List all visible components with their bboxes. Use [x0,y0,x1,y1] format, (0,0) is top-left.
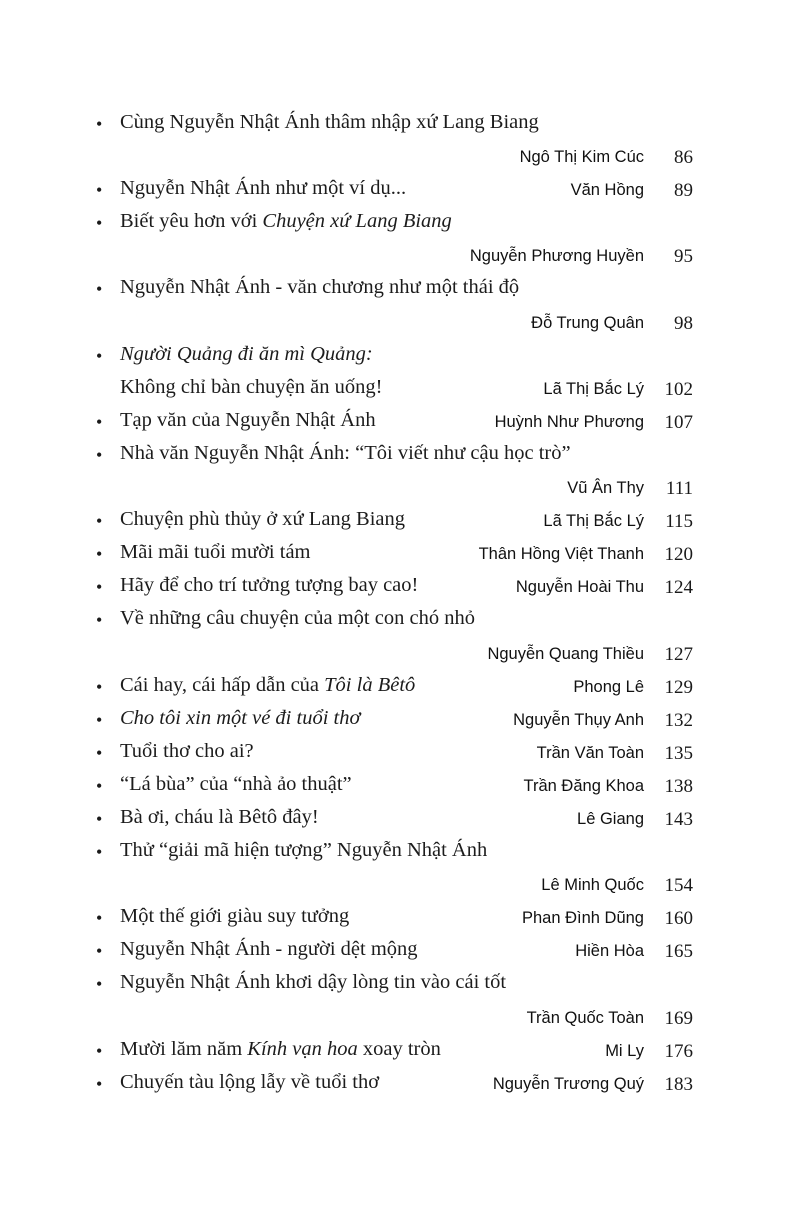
entry-page-number: 102 [664,378,693,400]
table-of-contents [0,108,800,1101]
toc-entry [0,207,800,273]
toc-entry-line [0,803,800,836]
entry-author: Vũ Ân Thy [567,479,644,498]
entry-title [120,271,519,304]
toc-entry-line [0,373,800,406]
toc-entry [0,174,800,207]
title-segment: xoay tròn [357,1037,441,1060]
toc-entry [0,770,800,803]
bullet-icon: • [96,610,103,631]
entry-page-number: 165 [664,941,693,963]
toc-entry-line [0,604,800,637]
entry-author: Lê Minh Quốc [541,876,644,895]
toc-entry-line [0,571,800,604]
toc-entry-line [0,968,800,1001]
toc-entry-line [0,935,800,968]
toc-entry-line [0,902,800,935]
bullet-icon: • [96,775,103,796]
toc-entry-line [0,207,800,240]
toc-entry [0,968,800,1034]
bullet-icon: • [96,908,103,929]
toc-entry-author-line [0,240,800,273]
entry-author: Phan Đình Dũng [521,909,644,928]
entry-author: Đỗ Trung Quân [531,313,644,332]
title-segment: Cái hay, cái hấp dẫn của [120,673,325,696]
title-segment: Nguyễn Nhật Ánh - người dệt mộng [120,938,418,961]
title-segment: Nguyễn Nhật Ánh khơi dậy lòng tin vào cái tốt [120,971,507,994]
bullet-icon: • [96,114,103,134]
title-segment: Nguyễn Nhật Ánh như một ví dụ... [120,177,407,200]
title-italic-segment: Cho tôi xin một vé đi tuổi thơ [120,706,361,729]
entry-title [120,338,373,371]
entry-author: Nguyễn Hoài Thu [515,578,644,597]
entry-author: Lê Giang [577,809,644,828]
entry-page-number: 111 [665,478,693,500]
entry-page-number: 115 [665,511,693,533]
entry-title [120,834,487,867]
toc-entry-line [0,340,800,373]
toc-entry-line [0,406,800,439]
entry-title [120,172,406,205]
entry-page-number: 107 [664,411,693,433]
title-segment: Hãy để cho trí tưởng tượng bay cao! [120,574,419,597]
toc-entry-line [0,439,800,472]
entry-page-number: 183 [664,1073,693,1095]
bullet-icon: • [96,808,103,829]
toc-entry-author-line [0,141,800,174]
entry-author: Hiền Hòa [575,942,644,961]
toc-entry [0,836,800,902]
toc-entry-line [0,836,800,869]
entry-page-number: 169 [664,1007,693,1029]
toc-entry-author-line [0,869,800,902]
toc-entry [0,671,800,704]
toc-entry-author-line [0,1002,800,1035]
entry-page-number: 127 [664,643,693,665]
title-segment: Một thế giới giàu suy tưởng [120,905,350,928]
bullet-icon: • [96,941,103,962]
bullet-icon: • [96,511,103,532]
title-segment: Tạp văn của Nguyễn Nhật Ánh [120,408,376,431]
toc-entry [0,737,800,770]
entry-author: Mi Ly [605,1041,644,1060]
entry-page-number: 95 [674,246,693,268]
title-italic-segment: Chuyện xứ Lang Biang [262,210,452,233]
title-segment: Nhà văn Nguyễn Nhật Ánh: “Tôi viết như cậu học trò” [120,441,571,464]
toc-entry [0,571,800,604]
entry-title [120,669,415,702]
entry-title [120,536,311,569]
toc-entry [0,108,800,174]
entry-title [120,768,352,801]
bullet-icon: • [96,180,103,201]
entry-title [120,702,360,735]
entry-author: Trần Văn Toàn [536,743,644,762]
entry-title [120,569,418,602]
entry-title [120,966,506,999]
entry-author: Phong Lê [573,677,644,696]
bullet-icon: • [96,842,103,863]
toc-entry [0,935,800,968]
toc-entry-line [0,1068,800,1101]
title-italic-segment: Tôi là Bêtô [324,673,416,696]
entry-title [120,801,319,834]
bullet-icon: • [96,213,103,234]
bullet-icon: • [96,676,103,697]
title-segment: Bà ơi, cháu là Bêtô đây! [120,805,319,828]
bullet-icon: • [96,742,103,763]
title-segment: “Lá bùa” của “nhà ảo thuật” [120,772,352,795]
toc-entry-line [0,671,800,704]
entry-author: Huỳnh Như Phương [494,412,644,431]
toc-entry [0,704,800,737]
toc-entry [0,1035,800,1068]
entry-author: Nguyễn Trương Quý [492,1074,644,1093]
entry-page-number: 154 [664,875,693,897]
toc-entry-line [0,538,800,571]
entry-title [120,437,571,470]
toc-entry-author-line [0,472,800,505]
entry-title [120,602,475,635]
bullet-icon: • [96,1073,103,1094]
entry-author: Nguyễn Phương Huyền [469,247,644,266]
title-segment: Cùng Nguyễn Nhật Ánh thâm nhập xứ Lang Biang [120,111,539,133]
entry-title [120,1033,441,1066]
toc-entry [0,406,800,439]
entry-page-number: 98 [674,312,693,334]
entry-page-number: 138 [664,775,693,797]
toc-entry-line [0,770,800,803]
toc-entry [0,439,800,505]
bullet-icon: • [96,544,103,565]
entry-page-number: 132 [664,709,693,731]
title-segment: Mười lăm năm [120,1037,248,1060]
entry-title [120,933,418,966]
entry-title [120,900,349,933]
bullet-icon: • [96,1040,103,1061]
entry-page-number: 124 [664,577,693,599]
toc-entry [0,1068,800,1101]
bullet-icon: • [96,974,103,995]
toc-entry [0,803,800,836]
entry-title [120,1066,379,1099]
entry-title [120,404,376,437]
title-italic-segment: Kính vạn hoa [247,1037,358,1060]
entry-page-number: 143 [664,808,693,830]
toc-entry-author-line [0,638,800,671]
entry-author: Lã Thị Bắc Lý [543,512,644,531]
entry-title [120,205,452,238]
bullet-icon: • [96,279,103,300]
toc-entry [0,604,800,670]
toc-entry [0,538,800,571]
bullet-icon: • [96,345,103,366]
bullet-icon: • [96,709,103,730]
bullet-icon: • [96,411,103,432]
entry-page-number: 129 [664,676,693,698]
entry-author: Thân Hồng Việt Thanh [478,545,644,564]
entry-author: Trần Đăng Khoa [523,776,644,795]
toc-entry-line [0,1035,800,1068]
toc-entry-line [0,273,800,306]
toc-entry [0,902,800,935]
entry-title [120,503,405,536]
entry-page-number: 120 [664,544,693,566]
toc-entry-line [0,174,800,207]
entry-author: Nguyễn Quang Thiều [487,644,644,663]
title-italic-segment: Người Quảng đi ăn mì Quảng: [120,342,373,365]
entry-title-continued: Không chỉ bàn chuyện ăn uống! [120,375,383,398]
toc-entry [0,340,800,406]
toc-entry [0,505,800,538]
entry-title [120,735,254,768]
entry-author: Trần Quốc Toàn [526,1008,644,1027]
title-segment: Tuổi thơ cho ai? [120,739,254,762]
entry-page-number: 176 [664,1040,693,1062]
toc-entry [0,273,800,339]
toc-entry-line [0,704,800,737]
title-segment: Chuyến tàu lộng lẫy về tuổi thơ [120,1070,380,1093]
entry-title [120,106,539,139]
title-segment: Chuyện phù thủy ở xứ Lang Biang [120,508,406,531]
entry-author: Ngô Thị Kim Cúc [519,148,644,167]
bullet-icon: • [96,577,103,598]
entry-page-number: 89 [674,180,693,202]
title-segment: Biết yêu hơn với [120,210,263,233]
entry-author: Lã Thị Bắc Lý [543,379,644,398]
title-segment: Nguyễn Nhật Ánh - văn chương như một thái độ [120,276,520,299]
title-segment: Về những câu chuyện của một con chó nhỏ [120,607,475,630]
toc-entry-line [0,737,800,770]
toc-entry-line [0,505,800,538]
entry-page-number: 135 [664,742,693,764]
entry-author: Văn Hồng [570,181,644,200]
toc-entry-line [0,108,800,141]
entry-page-number: 160 [664,908,693,930]
title-segment: Mãi mãi tuổi mười tám [120,541,311,564]
entry-author: Nguyễn Thụy Anh [513,710,644,729]
bullet-icon: • [96,444,103,465]
entry-page-number: 86 [674,147,693,169]
title-segment: Thử “giải mã hiện tượng” Nguyễn Nhật Ánh [120,839,488,862]
toc-entry-author-line [0,307,800,340]
